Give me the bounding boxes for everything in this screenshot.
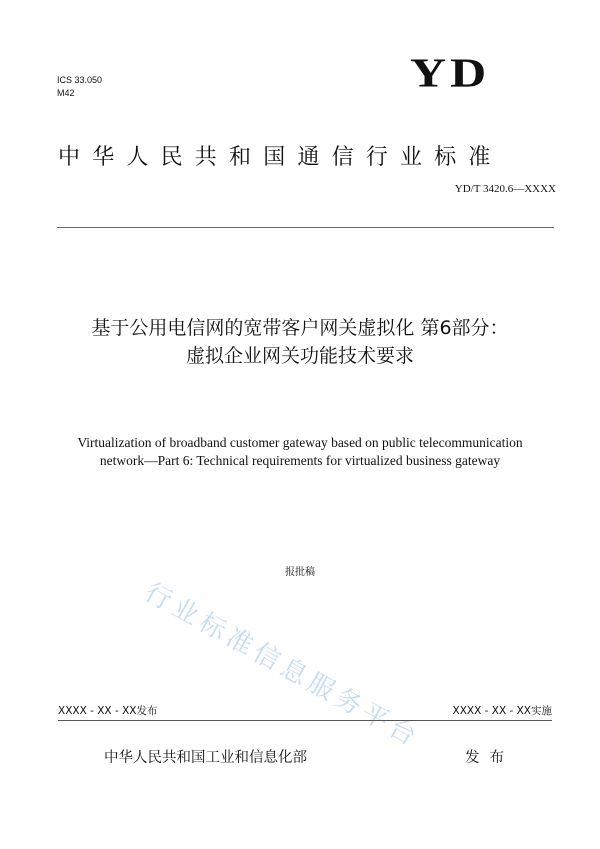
dates-row	[58, 703, 552, 721]
ics-code: ICS 33.050	[57, 75, 103, 85]
divider	[57, 227, 554, 228]
issuer: 中华人民共和国工业和信息化部	[104, 750, 307, 766]
ccs-code: M42	[57, 88, 75, 98]
draft-stage: 报批稿	[285, 567, 315, 578]
chinese-title-line-1: 基于公用电信网的宽带客户网关虚拟化 第6部分：	[91, 317, 509, 339]
chinese-title	[0, 314, 600, 370]
implement-date: XXXX - XX - XX实施	[452, 705, 552, 717]
standard-type-heading: 中华人民共和国通信行业标准	[58, 145, 503, 170]
english-title-line-1: Virtualization of broadband customer gateway based on public telecommunication	[77, 435, 523, 450]
publish-label: 发布	[465, 750, 514, 766]
standard-number: YD/T 3420.6—XXXX	[454, 183, 556, 195]
english-title	[0, 434, 600, 470]
issue-date: XXXX - XX - XX发布	[58, 705, 158, 717]
classification-codes	[57, 74, 102, 100]
yd-logo: YD	[410, 49, 491, 96]
english-title-line-2: network—Part 6: Technical requirements for virtualized business gateway	[99, 453, 501, 468]
chinese-title-line-2: 虚拟企业网关功能技术要求	[185, 345, 414, 367]
watermark: 行业标准信息服务平台	[139, 577, 426, 755]
